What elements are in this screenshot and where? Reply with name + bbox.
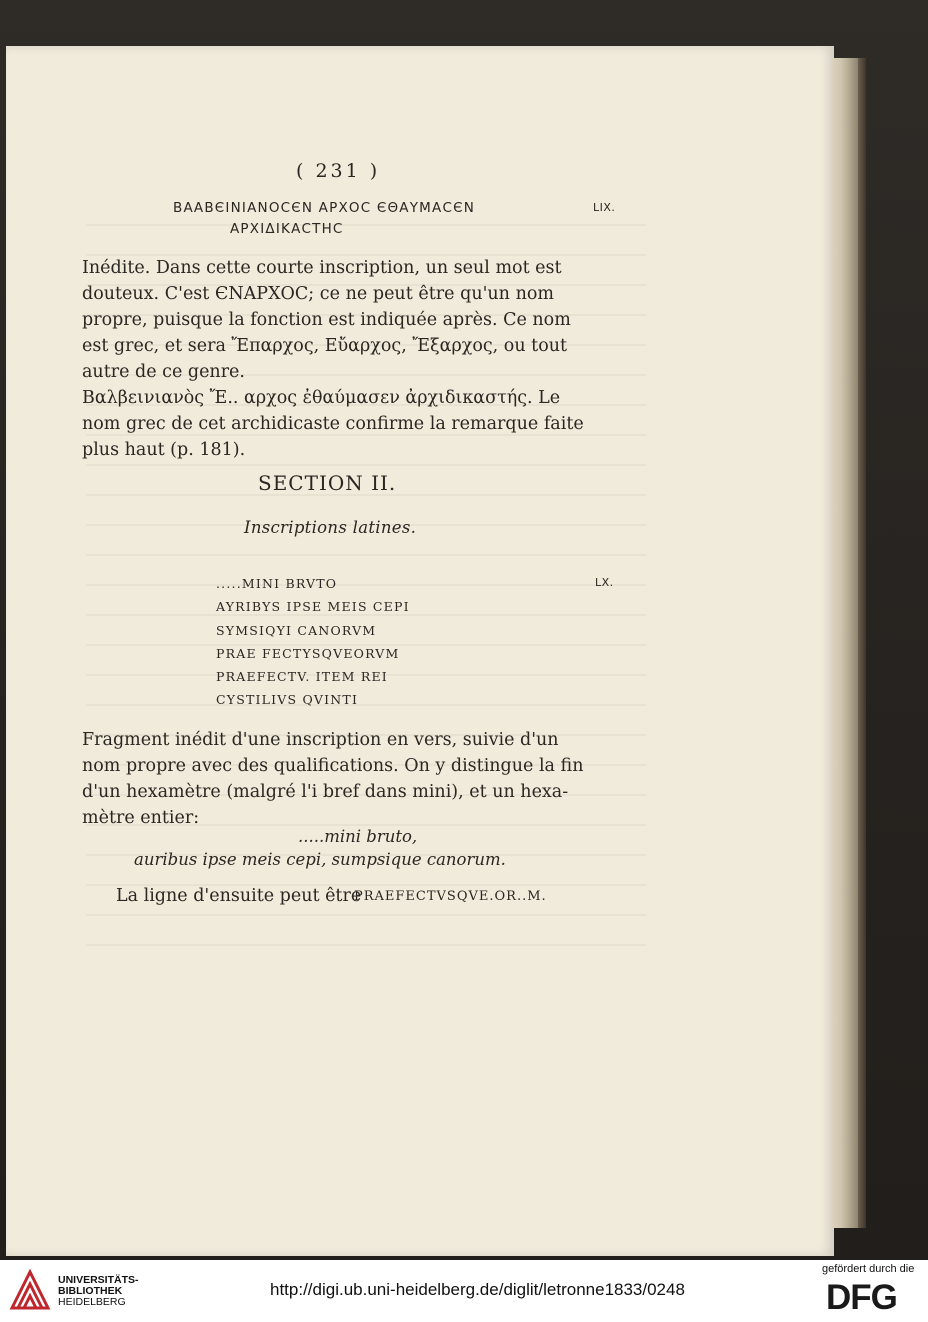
inscription-line-1: .....MINI BRVTO bbox=[216, 576, 338, 591]
paragraph-3-line-3: d'un hexamètre (malgré l'i bref dans mini), et un hexa- bbox=[82, 782, 569, 802]
margin-note-lix: LIX. bbox=[593, 201, 616, 214]
paragraph-3-line-1: Fragment inédit d'une inscription en vers, suivie d'un bbox=[82, 730, 559, 750]
inscription-line-5: PRAEFECTV. ITEM REI bbox=[216, 669, 388, 684]
paragraph-4-text: La ligne d'ensuite peut être bbox=[116, 886, 362, 906]
paragraph-1-line-3: propre, puisque la fonction est indiquée après. Ce nom bbox=[82, 310, 571, 330]
paragraph-1-line-2: douteux. C'est ЄΝΑΡΧΟϹ; ce ne peut être qu'un nom bbox=[82, 284, 554, 304]
page-stack-edge bbox=[832, 58, 858, 1228]
paragraph-2-line-2: nom grec de cet archidicaste confirme la remarque faite bbox=[82, 414, 584, 434]
paragraph-1-line-4: est grec, et sera Ἔπαρχος, Εὔαρχος, Ἔξαρχος, ou tout bbox=[82, 336, 568, 356]
permalink-url[interactable]: http://digi.ub.uni-heidelberg.de/diglit/letronne1833/0248 bbox=[270, 1280, 685, 1299]
paragraph-1-line-5: autre de ce genre. bbox=[82, 362, 245, 382]
footer-bar bbox=[0, 1260, 928, 1322]
verse-line-1: .....mini bruto, bbox=[298, 827, 418, 846]
greek-inscription-line-1: ΒΑΑΒЄΙΝΙΑΝΟϹЄΝ ΑΡΧΟϹ ЄΘΑΥΜΑϹЄΝ bbox=[173, 200, 476, 216]
paragraph-3-line-4: mètre entier: bbox=[82, 808, 200, 828]
paragraph-2-line-1: Βαλβεινιανὸς Ἔ.. αρχος ἐθαύμασεν ἀρχιδικαστής. Le bbox=[82, 388, 561, 408]
margin-note-lx: LX. bbox=[595, 576, 614, 589]
inscription-line-2: AYRIBYS IPSE MEIS CEPI bbox=[216, 599, 410, 614]
institution-line-3: HEIDELBERG bbox=[58, 1296, 126, 1308]
institution-line-2: BIBLIOTHEK bbox=[58, 1285, 123, 1297]
dfg-logo: DFG bbox=[826, 1278, 897, 1317]
inscription-line-6: CYSTILIVS QVINTI bbox=[216, 692, 359, 707]
book-page bbox=[6, 46, 834, 1256]
institution-name bbox=[58, 1275, 139, 1308]
paragraph-2-line-3: plus haut (p. 181). bbox=[82, 440, 246, 460]
institution-line-1: UNIVERSITÄTS- bbox=[58, 1274, 139, 1286]
greek-inscription-line-2: ΑΡΧΙΔΙΚΑϹΤΗϹ bbox=[230, 221, 344, 237]
paragraph-4-small-caps: PRAEFECTVSQVE.OR..M. bbox=[354, 889, 547, 904]
section-title: SECTION II. bbox=[258, 471, 397, 495]
verse-line-2: auribus ipse meis cepi, sumpsique canorum. bbox=[134, 850, 506, 869]
inscription-line-3: SYMSIQYI CANORVM bbox=[216, 623, 377, 638]
paragraph-1-line-1: Inédite. Dans cette courte inscription, un seul mot est bbox=[82, 258, 562, 278]
page-number: ( 231 ) bbox=[296, 160, 381, 182]
paragraph-3-line-2: nom propre avec des qualifications. On y distingue la fin bbox=[82, 756, 584, 776]
inscription-line-4: PRAE FECTYSQVEORVM bbox=[216, 646, 400, 661]
university-library-logo-icon bbox=[8, 1268, 52, 1312]
section-subtitle: Inscriptions latines. bbox=[244, 518, 417, 537]
sponsor-text: gefördert durch die bbox=[822, 1263, 915, 1275]
